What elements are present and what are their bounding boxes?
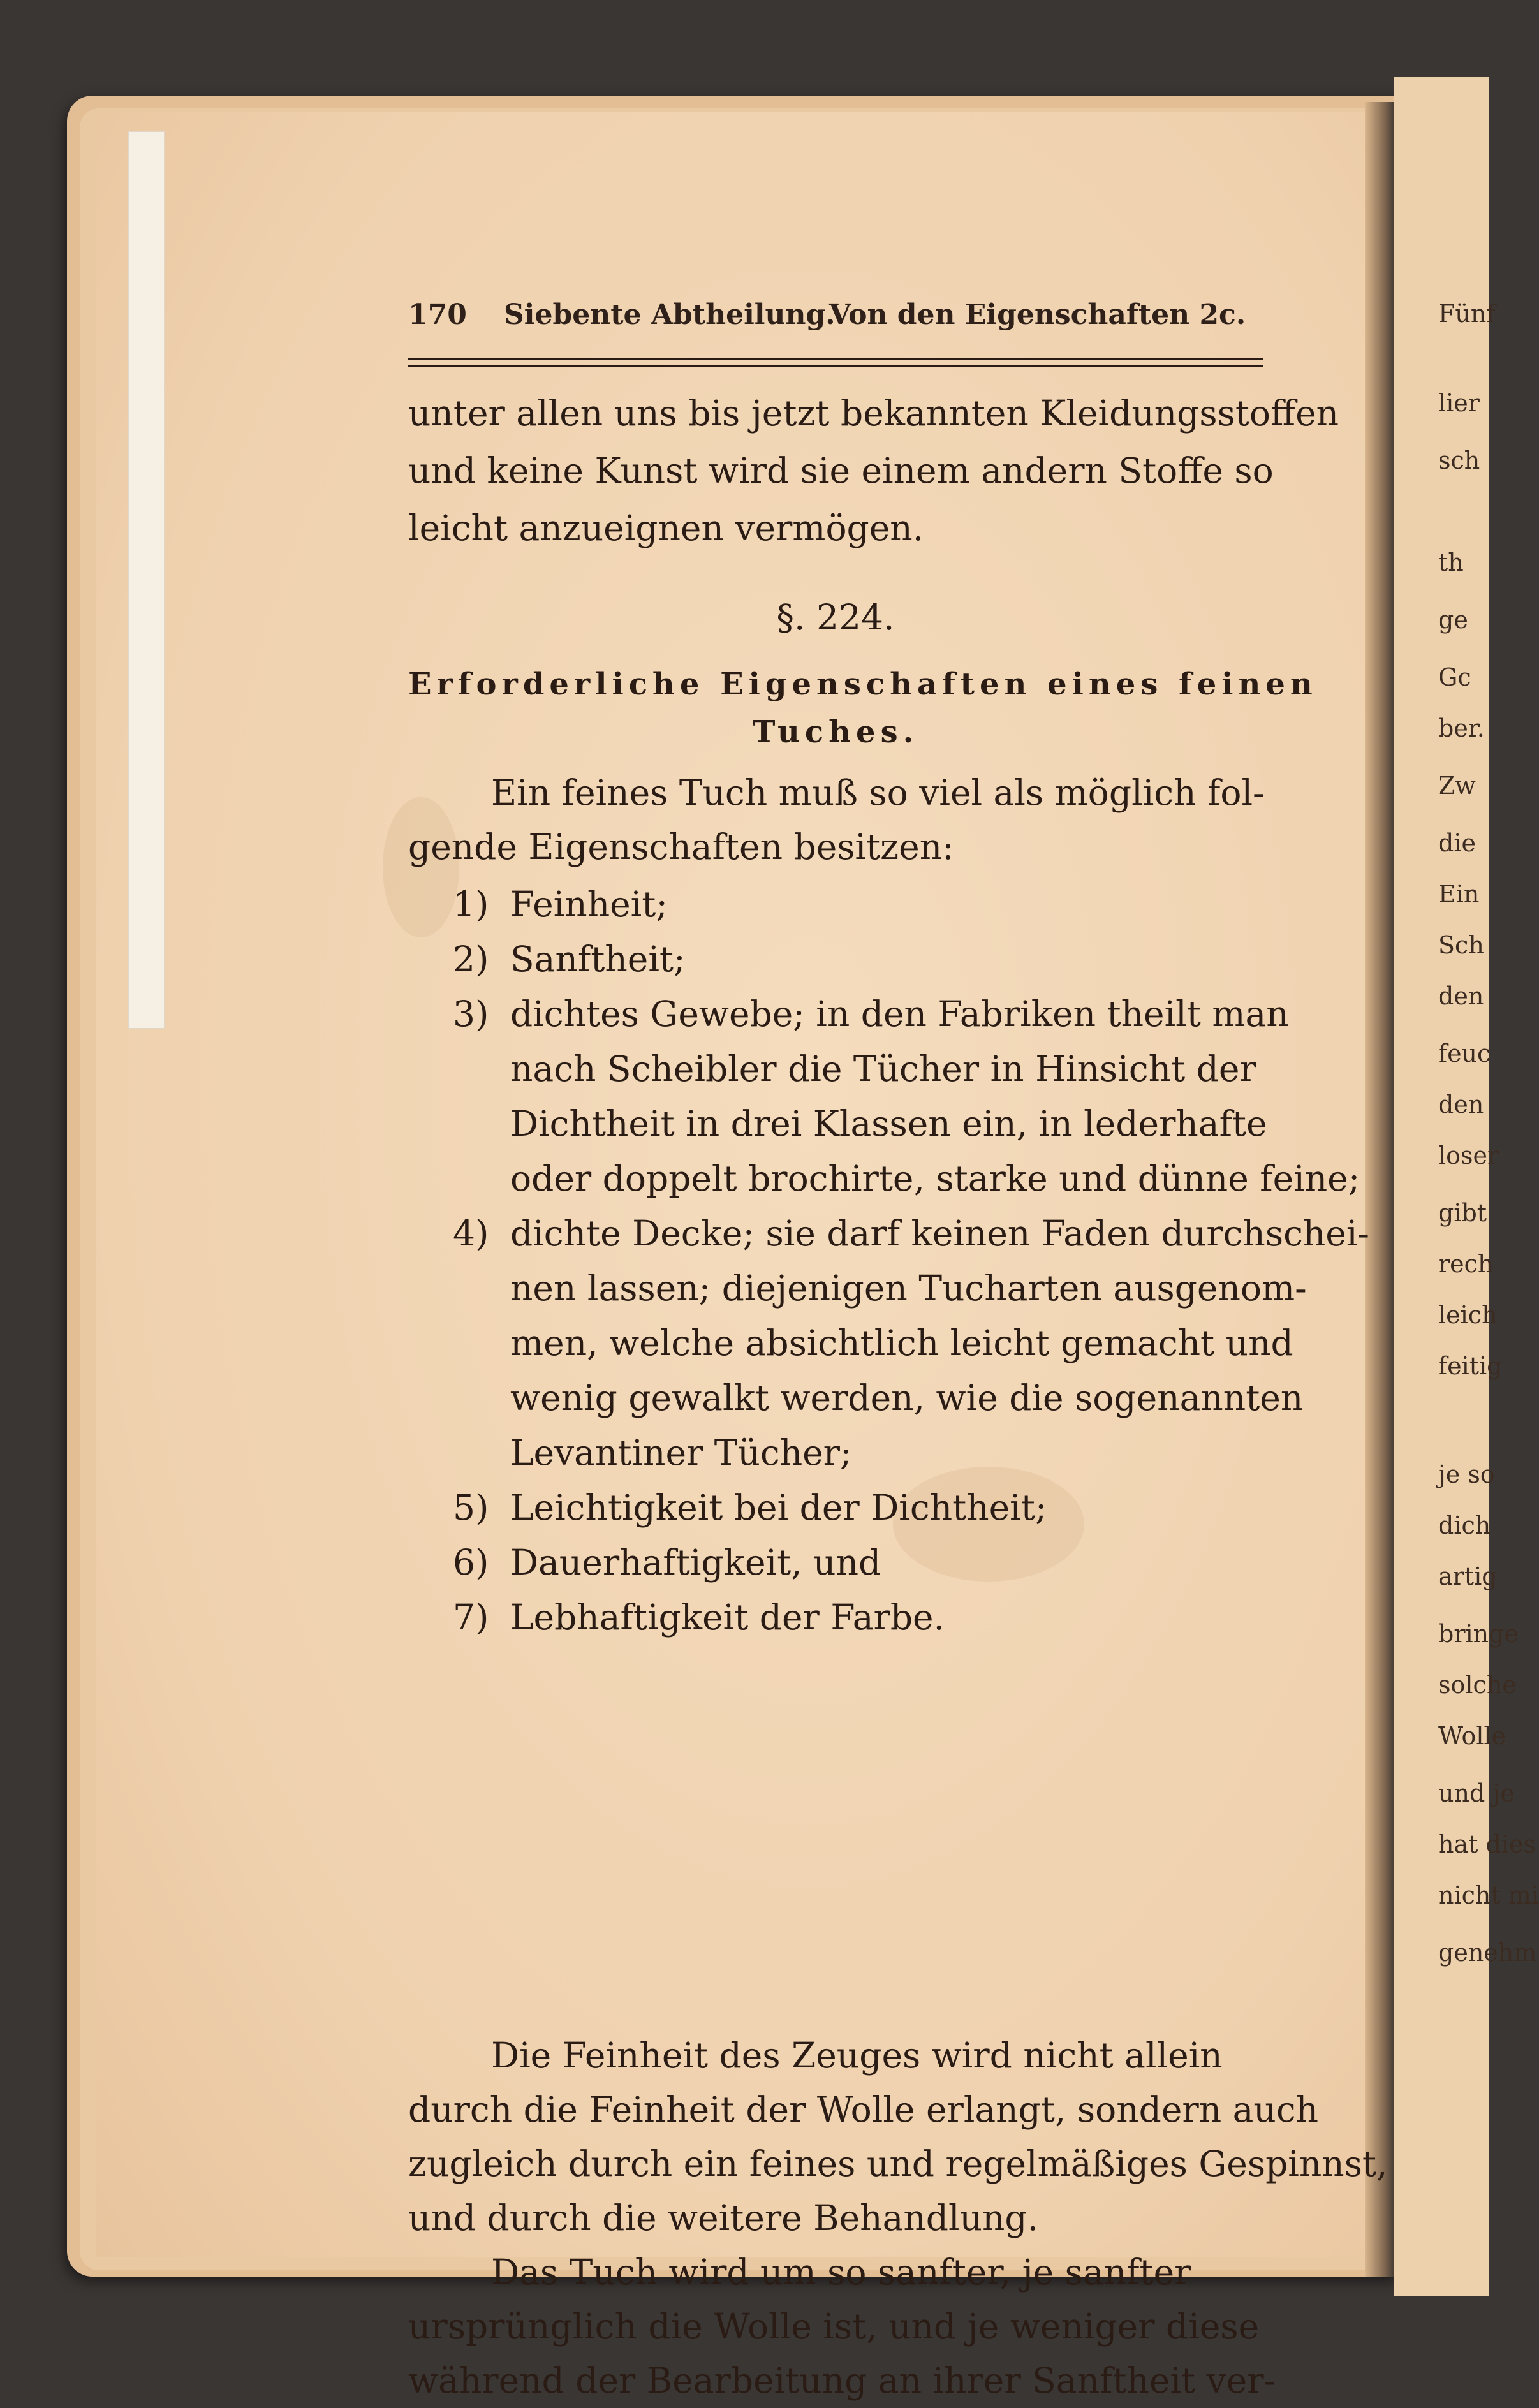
facing-page-fragment: artig bbox=[1438, 1562, 1498, 1590]
paragraph-line: während der Bearbeitung an ihrer Sanftheit ver- bbox=[408, 2360, 1276, 2401]
facing-page-fragment: Zw bbox=[1438, 772, 1476, 800]
list-item-line: Sanftheit; bbox=[510, 939, 686, 980]
facing-page-fragment: ber. bbox=[1438, 714, 1485, 742]
list-item-line: dichtes Gewebe; in den Fabriken theilt man bbox=[510, 994, 1289, 1034]
paragraph-line: ursprünglich die Wolle ist, und je weniger diese bbox=[408, 2306, 1260, 2347]
header-title: Von den Eigenschaften 2c. bbox=[829, 298, 1246, 331]
section-number: §. 224. bbox=[776, 597, 895, 638]
facing-page-fragment: den bbox=[1438, 1090, 1484, 1119]
list-item-line: wenig gewalkt werden, wie die sogenannten bbox=[510, 1377, 1304, 1418]
paragraph-line: Das Tuch wird um so sanfter, je sanfter bbox=[491, 2252, 1191, 2293]
text-line: leicht anzueignen vermögen. bbox=[408, 508, 924, 548]
facing-page-fragment: bringe bbox=[1438, 1620, 1519, 1648]
list-item-line: nen lassen; diejenigen Tucharten ausgenom- bbox=[510, 1268, 1307, 1309]
text-line: und keine Kunst wird sie einem andern Stoffe so bbox=[408, 450, 1274, 491]
facing-page-fragment: leich bbox=[1438, 1301, 1498, 1329]
facing-page-fragment: loser bbox=[1438, 1142, 1499, 1170]
section-heading: Erforderliche Eigenschaften eines feinen bbox=[408, 666, 1318, 702]
paper-tab bbox=[128, 131, 165, 1029]
section-heading-cont: Tuches. bbox=[752, 714, 919, 750]
facing-page-fragment: Wolle bbox=[1438, 1722, 1506, 1750]
facing-page-fragment: Fünf bbox=[1438, 300, 1496, 328]
paragraph-line: zugleich durch ein feines und regelmäßiges Gespinnst, bbox=[408, 2143, 1388, 2184]
facing-page-fragment: th bbox=[1438, 548, 1464, 576]
facing-page-fragment: ge bbox=[1438, 606, 1468, 634]
facing-page-fragment: Gc bbox=[1438, 663, 1471, 691]
list-number: 3) bbox=[453, 994, 489, 1034]
paragraph-line: und durch die weitere Behandlung. bbox=[408, 2198, 1039, 2238]
facing-page-fragment: je so bbox=[1438, 1460, 1495, 1488]
list-number: 6) bbox=[453, 1542, 489, 1583]
facing-page-fragment: den bbox=[1438, 982, 1484, 1010]
paragraph-line: Die Feinheit des Zeuges wird nicht allein bbox=[491, 2035, 1223, 2076]
list-number: 7) bbox=[453, 1597, 489, 1638]
list-item-line: Dauerhaftigkeit, und bbox=[510, 1542, 881, 1583]
book-gutter bbox=[1365, 102, 1394, 2277]
facing-page-fragment: und je bbox=[1438, 1779, 1515, 1807]
running-header bbox=[408, 298, 1263, 343]
list-item-line: Levantiner Tücher; bbox=[510, 1432, 852, 1473]
facing-page-fragment: die bbox=[1438, 829, 1476, 857]
facing-page-fragment: sch bbox=[1438, 446, 1480, 474]
intro-line: gende Eigenschaften besitzen: bbox=[408, 826, 954, 867]
facing-page-fragment: Sch bbox=[1438, 931, 1484, 959]
facing-page-fragment: solche bbox=[1438, 1671, 1517, 1699]
list-number: 4) bbox=[453, 1213, 489, 1254]
facing-page-fragment: hat dies bbox=[1438, 1830, 1536, 1858]
facing-page-fragment: rech bbox=[1438, 1250, 1494, 1278]
facing-page-fragment: feuc bbox=[1438, 1039, 1491, 1068]
list-item-line: Dichtheit in drei Klassen ein, in lederhafte bbox=[510, 1103, 1267, 1144]
list-number: 5) bbox=[453, 1487, 489, 1528]
list-item-line: nach Scheibler die Tücher in Hinsicht der bbox=[510, 1048, 1256, 1089]
facing-page-fragment: Ein bbox=[1438, 880, 1480, 908]
intro-line: Ein feines Tuch muß so viel als möglich fol- bbox=[491, 772, 1265, 813]
list-item-line: oder doppelt brochirte, starke und dünne feine; bbox=[510, 1158, 1360, 1199]
header-rule bbox=[408, 358, 1263, 367]
text-line: unter allen uns bis jetzt bekannten Kleidungsstoffen bbox=[408, 393, 1339, 434]
list-item-line: dichte Decke; sie darf keinen Faden durchschei- bbox=[510, 1213, 1370, 1254]
facing-page-fragment: lier bbox=[1438, 389, 1480, 417]
facing-page-fragment: genehm bbox=[1438, 1939, 1537, 1967]
facing-page-fragment: feitig bbox=[1438, 1352, 1503, 1380]
list-item-line: men, welche absichtlich leicht gemacht und bbox=[510, 1323, 1293, 1363]
facing-page-fragment: nicht mi bbox=[1438, 1881, 1539, 1909]
facing-page-fragment: dich bbox=[1438, 1511, 1491, 1539]
header-section: Siebente Abtheilung. bbox=[504, 298, 836, 331]
list-item-line: Feinheit; bbox=[510, 884, 668, 925]
facing-page-fragment: gibt bbox=[1438, 1199, 1487, 1227]
list-item-line: Lebhaftigkeit der Farbe. bbox=[510, 1597, 945, 1638]
list-number: 2) bbox=[453, 939, 489, 980]
list-number: 1) bbox=[453, 884, 489, 925]
paragraph-line: durch die Feinheit der Wolle erlangt, sondern auch bbox=[408, 2089, 1319, 2130]
page-number: 170 bbox=[408, 298, 467, 331]
list-item-line: Leichtigkeit bei der Dichtheit; bbox=[510, 1487, 1047, 1528]
